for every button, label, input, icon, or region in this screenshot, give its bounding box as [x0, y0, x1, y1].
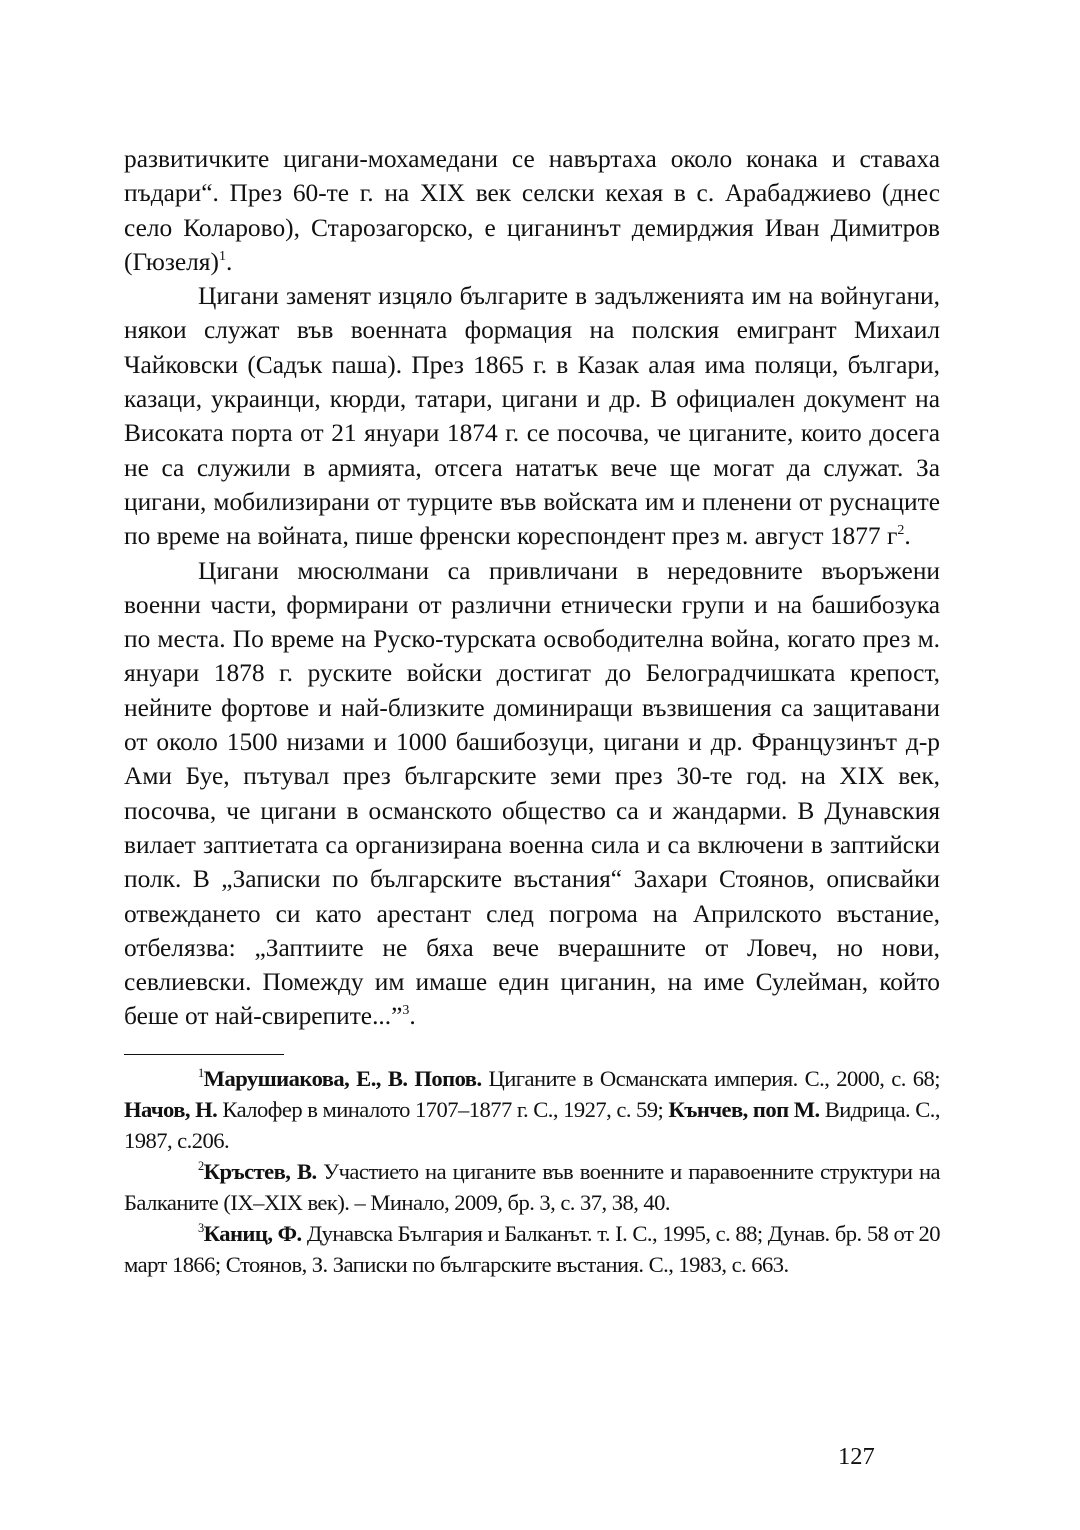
footnote-text: Участието на циганите във военните и паравоенните структури на Балканите (IX–XIX век). – Минало, 2009, бр. 3, с. 37, 38, 40.: [124, 1158, 940, 1215]
footnote-number: 1: [198, 1065, 204, 1080]
footnote-ref-1: 1: [218, 248, 226, 264]
footnote-3: [124, 1218, 940, 1280]
paragraph-tail: .: [225, 247, 233, 276]
footnote-separator: [124, 1054, 284, 1055]
footnote-author: Каниц, Ф.: [203, 1220, 302, 1246]
paragraph-1: [124, 142, 940, 279]
page-content: [124, 142, 940, 1280]
paragraph-2: [124, 279, 940, 553]
footnote-ref-2: 2: [897, 523, 905, 539]
footnote-text: Калофер в миналото 1707–1877 г. С., 1927, с. 59;: [217, 1096, 669, 1122]
footnote-author: Марушиакова, Е., В. Попов.: [203, 1065, 482, 1091]
footnotes: [124, 1063, 940, 1280]
footnote-number: 3: [198, 1220, 204, 1235]
footnote-number: 2: [198, 1158, 204, 1173]
paragraph-text: Цигани мюсюлмани са привличани в нередовните въоръжени военни части, формирани от различни етнически групи и на башибозука по места. По време на Руско-турската освободителна война, когато през м. януари 1878 г. руските войски достигат до Белоградчишката крепост, нейните фортове и най-близките доминиращи възвишения са защитавани от около 1500 низами и 1000 башибозуци, цигани и др. Французинът д-р Ами Буе, пътувал през българските земи през 30-те год. на XIX век, посочва, че цигани в османското общество са и жандарми. В Дунавския вилает заптиетата са организирана военна сила и са включени в заптийски полк. В „Записки по българските въстания“ Захари Стоянов, описвайки отвеждането си като арестант след погрома на Априлското въстание, отбелязва: „Заптиите не бяха вече вчерашните от Ловеч, но нови, севлиевски. Помежду им имаше един циганин, на име Сулейман, който беше от най-свирепите...”: [124, 556, 940, 1031]
main-text: [124, 142, 940, 1034]
paragraph-tail: .: [409, 1002, 416, 1031]
paragraph-3: [124, 554, 940, 1034]
footnote-author: Начов, Н.: [124, 1096, 218, 1122]
page-number: 127: [838, 1443, 875, 1470]
footnote-author: Кръстев, В.: [203, 1158, 317, 1184]
paragraph-tail: .: [904, 522, 911, 551]
footnote-text: Дунавска България и Балканът. т. I. С., 1995, с. 88; Дунав. бр. 58 от 20 март 1866; Стоянов, З. Записки по българските въстания. С., 1983, с. 663.: [124, 1220, 941, 1277]
footnote-2: [124, 1156, 940, 1218]
paragraph-text: Цигани заменят изцяло българите в задълженията им на войнугани, някои служат във военната формация на полския емигрант Михаил Чайковски (Садък паша). През 1865 г. в Казак алая има поляци, българи, казаци, украинци, кюрди, татари, цигани и др. В официален документ на Високата порта от 21 януари 1874 г. се посочва, че циганите, които досега не са служили в армията, отсега нататък вече ще могат да служат. За цигани, мобилизирани от турците във войската им и пленени от руснаците по време на войната, пише френски кореспондент през м. август 1877 г: [124, 282, 940, 551]
footnote-1: [124, 1063, 940, 1156]
footnote-text: Циганите в Османската империя. С., 2000, с. 68;: [481, 1065, 940, 1091]
paragraph-text: развитичките цигани-мохамедани се навъртаха около конака и ставаха пъдари“. През 60-те г. на XIX век селски кехая в с. Арабаджиево (днес село Коларово), Старозагорско, е циганинът демирджия Иван Димитров (Гюзеля): [124, 145, 940, 276]
footnote-text: Видрица. С., 1987, с.206.: [124, 1096, 940, 1153]
footnote-ref-3: 3: [402, 1003, 410, 1019]
footnote-author: Кънчев, поп М.: [668, 1096, 820, 1122]
